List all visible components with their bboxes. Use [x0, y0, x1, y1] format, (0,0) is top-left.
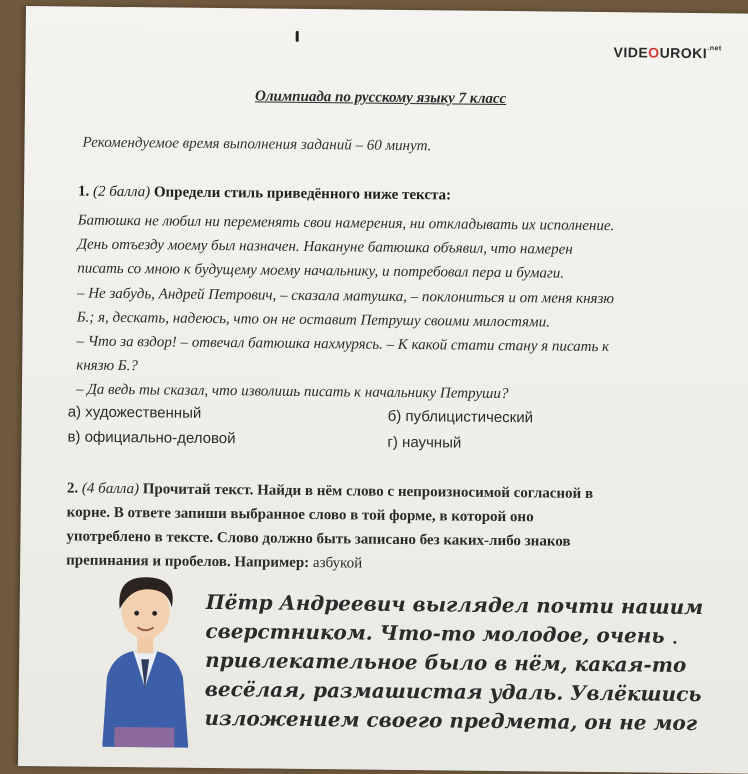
task2-example: азбукой	[312, 555, 363, 572]
handwritten-line: привлекательное было в нём, какая-то	[205, 647, 687, 677]
option-d: г) научный	[387, 433, 462, 452]
passage-line: Батюшка не любил ни переменять свои намерения, ни откладывать их исполнение.	[77, 212, 615, 235]
time-note: Рекомендуемое время выполнения заданий – 60 минут.	[82, 134, 432, 155]
passage-line: Б.; я, дескать, надеюсь, что он не оставит Петрушу своими милостями.	[76, 309, 550, 331]
passage-line: князю Б.?	[76, 357, 139, 375]
task2-line: 2. (4 балла) Прочитай текст. Найди в нём слово с непроизносимой согласной в	[66, 480, 594, 502]
option-c: в) официально-деловой	[67, 428, 236, 448]
worksheet-page	[18, 6, 748, 774]
page-title: Олимпиада по русскому языку 7 класс	[254, 88, 507, 108]
pushpin-mark	[296, 31, 299, 42]
passage-line: писать со мною к будущему моему начальнику, и потребовал пера и бумаги.	[77, 260, 565, 283]
passage-line: – Что за вздор! – отвечал батюшка нахмурясь. – К какой стати стану я писать к	[76, 333, 610, 356]
option-b: б) публицистический	[387, 407, 534, 427]
task2-block	[66, 476, 737, 579]
task2-line: употреблено в тексте. Слово должно быть записано без каких-либо знаков	[66, 528, 571, 550]
task2-line: препинания и пробелов. Например: азбукой	[66, 552, 363, 572]
handwritten-line: Пётр Андреевич выглядел почти нашим	[205, 589, 704, 620]
stray-dot	[673, 641, 676, 644]
cartoon-boy-illustration	[84, 567, 206, 748]
task1-passage	[76, 209, 738, 410]
task2-line: корне. В ответе запиши выбранное слово в той форме, в которой оно	[66, 504, 534, 526]
passage-line: – Да ведь ты сказал, что изволишь писать к начальнику Петруши?	[75, 381, 509, 403]
handwritten-passage	[204, 588, 725, 738]
passage-line: – Не забудь, Андрей Петрович, – сказала матушка, – поклониться и от меня князю	[76, 285, 615, 307]
videouroki-logo: $VIDEOUROKI^{.net}$	[613, 44, 722, 62]
handwritten-line: сверстником. Что-то молодое, очень	[205, 618, 665, 648]
handwritten-line: изложением своего предмета, он не мог	[204, 705, 698, 736]
handwritten-line: весёлая, размашистая удаль. Увлёкшись	[204, 676, 702, 707]
task1-heading: 1. (2 балла) Определи стиль приведённого ниже текста:	[77, 183, 452, 204]
option-a: а) художественный	[67, 403, 202, 422]
passage-line: День отъезду моему был назначен. Накануне батюшка объявил, что намерен	[77, 236, 573, 258]
